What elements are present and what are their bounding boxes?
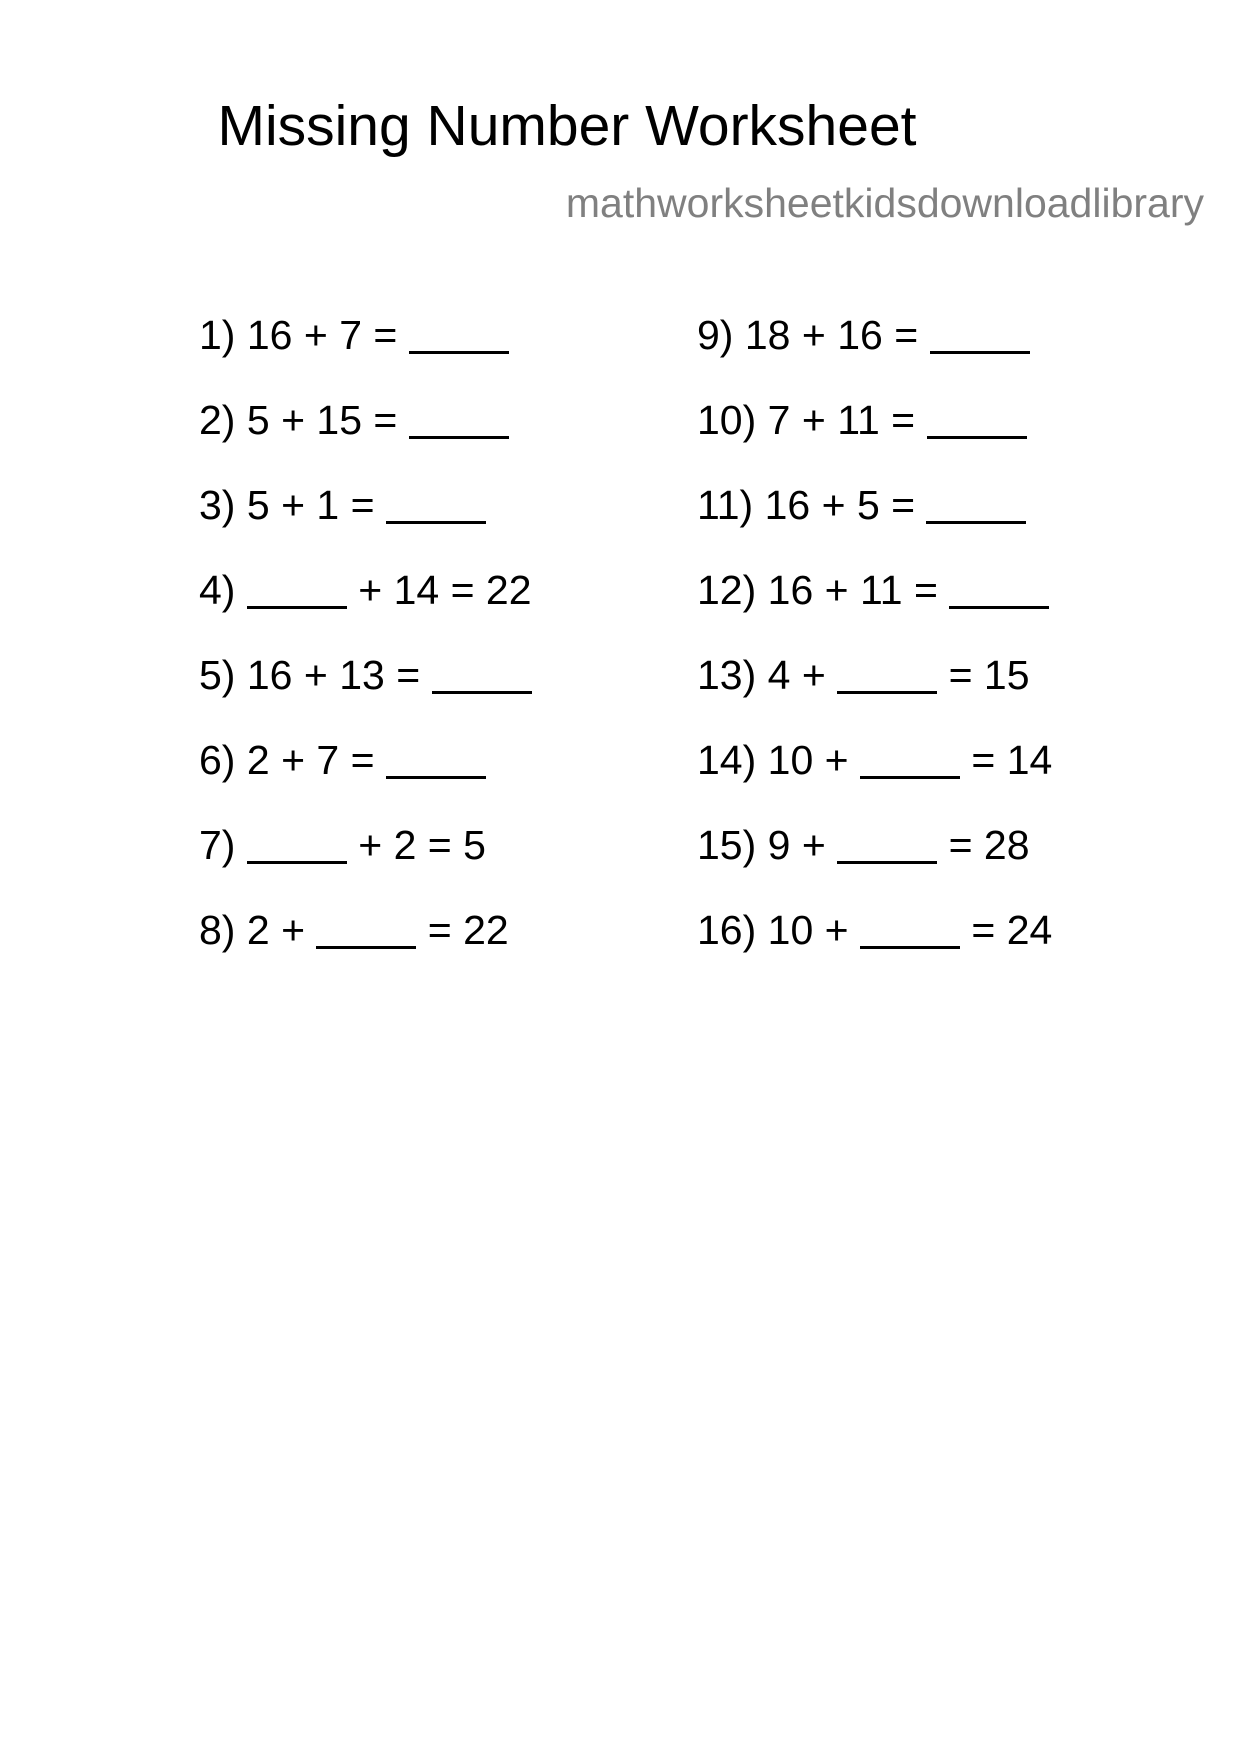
- problem-number: 11): [697, 482, 754, 528]
- equation-text: 5 + 1 =: [246, 482, 386, 528]
- problem-item: [199, 822, 486, 868]
- equation-text: 9 +: [767, 822, 838, 868]
- equation-text: 16 + 13 =: [246, 652, 432, 698]
- problem-item: [199, 652, 532, 698]
- problem-item: [697, 482, 1026, 528]
- equation-text: = 14: [960, 737, 1053, 783]
- answer-blank[interactable]: [860, 912, 960, 949]
- spacer: [235, 822, 246, 868]
- answer-blank[interactable]: [860, 742, 960, 779]
- answer-blank[interactable]: [247, 572, 347, 609]
- equation-text: 7 + 11 =: [767, 397, 927, 443]
- spacer: [235, 567, 246, 613]
- answer-blank[interactable]: [386, 487, 486, 524]
- problem-item: [199, 737, 486, 783]
- problem-number: 2): [199, 397, 236, 443]
- problem-number: 15): [697, 822, 757, 868]
- problem-number: 1): [199, 312, 236, 358]
- problem-number: 6): [199, 737, 236, 783]
- equation-text: 16 + 11 =: [767, 567, 950, 613]
- answer-blank[interactable]: [316, 912, 416, 949]
- equation-text: 16 + 7 =: [246, 312, 409, 358]
- spacer: [756, 652, 767, 698]
- problem-number: 10): [697, 397, 757, 443]
- answer-blank[interactable]: [409, 317, 509, 354]
- spacer: [753, 482, 764, 528]
- problem-number: 9): [697, 312, 734, 358]
- spacer: [235, 907, 246, 953]
- spacer: [733, 312, 744, 358]
- problem-item: [199, 482, 486, 528]
- problem-item: [697, 567, 1049, 613]
- equation-text: + 2 = 5: [346, 822, 486, 868]
- spacer: [235, 737, 246, 783]
- answer-blank[interactable]: [837, 827, 937, 864]
- problem-number: 7): [199, 822, 236, 868]
- equation-text: 10 +: [767, 737, 861, 783]
- equation-text: 2 + 7 =: [246, 737, 386, 783]
- spacer: [235, 397, 246, 443]
- equation-text: + 14 = 22: [346, 567, 532, 613]
- worksheet-title-text: Missing Number Worksheet: [217, 94, 917, 158]
- problem-item: [697, 907, 1052, 953]
- spacer: [756, 907, 767, 953]
- answer-blank[interactable]: [949, 572, 1049, 609]
- equation-text: = 15: [937, 652, 1030, 698]
- equation-text: 10 +: [767, 907, 861, 953]
- worksheet-title: [0, 96, 1240, 156]
- equation-text: 5 + 15 =: [246, 397, 409, 443]
- worksheet-source-label: mathworksheetkidsdownloadlibrary: [565, 180, 1204, 226]
- problem-item: [697, 652, 1030, 698]
- problem-number: 3): [199, 482, 236, 528]
- answer-blank[interactable]: [409, 402, 509, 439]
- problem-item: [199, 312, 509, 358]
- equation-text: = 22: [416, 907, 509, 953]
- problem-number: 8): [199, 907, 236, 953]
- spacer: [756, 822, 767, 868]
- problem-number: 12): [697, 567, 757, 613]
- equation-text: 18 + 16 =: [744, 312, 930, 358]
- spacer: [756, 567, 767, 613]
- spacer: [235, 482, 246, 528]
- equation-text: 4 +: [767, 652, 838, 698]
- spacer: [756, 737, 767, 783]
- answer-blank[interactable]: [432, 657, 532, 694]
- answer-blank[interactable]: [386, 742, 486, 779]
- problem-item: [697, 312, 1030, 358]
- answer-blank[interactable]: [247, 827, 347, 864]
- problem-item: [199, 397, 509, 443]
- equation-text: 16 + 5 =: [764, 482, 927, 528]
- problem-number: 16): [697, 907, 757, 953]
- problem-number: 14): [697, 737, 757, 783]
- problem-item: [697, 397, 1027, 443]
- problem-item: [199, 567, 532, 613]
- problem-item: [697, 737, 1052, 783]
- answer-blank[interactable]: [930, 317, 1030, 354]
- problem-number: 13): [697, 652, 757, 698]
- problem-item: [697, 822, 1030, 868]
- equation-text: 2 +: [246, 907, 317, 953]
- equation-text: = 28: [937, 822, 1030, 868]
- spacer: [235, 312, 246, 358]
- spacer: [235, 652, 246, 698]
- answer-blank[interactable]: [837, 657, 937, 694]
- answer-blank[interactable]: [926, 487, 1026, 524]
- problem-number: 5): [199, 652, 236, 698]
- equation-text: = 24: [960, 907, 1053, 953]
- answer-blank[interactable]: [927, 402, 1027, 439]
- problem-number: 4): [199, 567, 236, 613]
- problem-item: [199, 907, 509, 953]
- spacer: [756, 397, 767, 443]
